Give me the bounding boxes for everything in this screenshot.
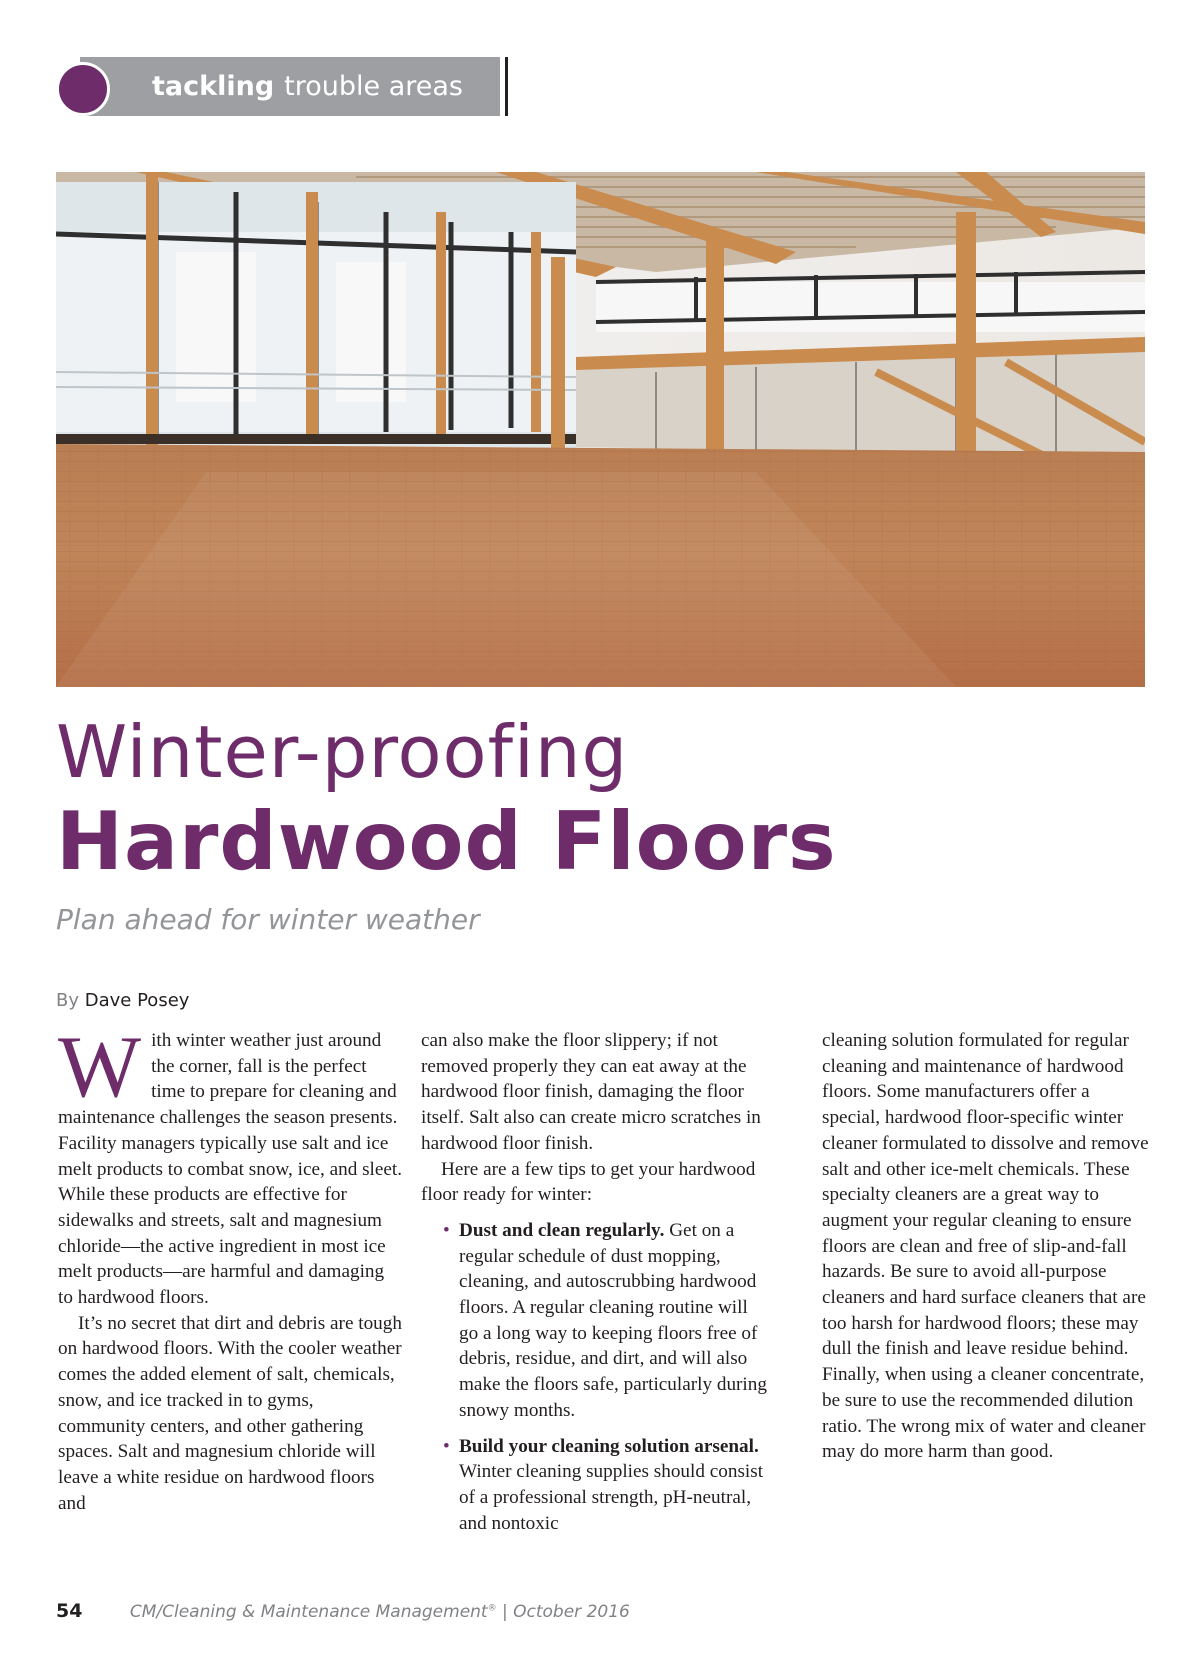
article-subtitle: Plan ahead for winter weather <box>56 903 480 936</box>
bullet-icon: • <box>443 1219 450 1241</box>
tip-heading: Dust and clean regularly. <box>459 1219 665 1241</box>
section-tab-rest: trouble areas <box>284 71 463 102</box>
paragraph: It’s no secret that dirt and debris are tough on hardwood floors. With the cooler weather comes the added element of salt, chemicals, snow, and ice tracked in to gyms, community centers, and other gathering spaces. Salt and magnesium chloride will leave a white residue on hardwood floors and <box>58 1312 402 1514</box>
issue-date: October 2016 <box>513 1602 630 1622</box>
article-title-line2: Hardwood Floors <box>56 795 837 888</box>
bullet-icon: • <box>443 1435 450 1457</box>
footer-separator: | <box>502 1602 508 1622</box>
paragraph: cleaning solution formulated for regular cleaning and maintenance of hardwood floors. Some manufacturers offer a special, hardwood floor-specific winter cleaner formulated to dissolve and remove salt and other ice-melt chemicals. These specialty cleaners are a great way to augment your regular cleaning to ensure floors are clean and free of slip-and-fall hazards. Be sure to avoid all-purpose cleaners and hard surface cleaners that are too harsh for hardwood floors; these may dull the finish and leave residue behind. Finally, when using a cleaner concentrate, be sure to use the recommended dilution ratio. The wrong mix of water and cleaner may do more harm than good. <box>822 1030 1149 1463</box>
page-footer <box>56 1600 630 1622</box>
tip-heading: Build your cleaning solution arsenal. <box>459 1435 759 1457</box>
tips-list <box>421 1218 771 1536</box>
section-tab-circle <box>56 62 110 116</box>
byline-author: Dave Posey <box>84 990 190 1011</box>
section-tab-bar <box>80 57 500 116</box>
tip-text: Winter cleaning supplies should consist of a professional strength, pH-neutral, and nontoxic <box>459 1461 764 1534</box>
page-number: 54 <box>56 1600 83 1622</box>
section-tab-bold: tackling <box>152 71 275 102</box>
article-column-2 <box>421 1028 771 1546</box>
paragraph: Here are a few tips to get your hardwood floor ready for winter: <box>421 1158 756 1206</box>
article-column-1 <box>58 1019 403 1516</box>
paragraph: can also make the floor slippery; if not removed properly they can eat away at the hardwood floor finish, damaging the floor itself. Salt also can create micro scratches in hardwood floor finish. <box>421 1030 761 1154</box>
section-divider <box>505 57 508 116</box>
section-tab <box>56 57 506 116</box>
list-item <box>421 1434 771 1537</box>
drop-cap: W <box>58 1019 142 1116</box>
article-column-3 <box>822 1028 1152 1465</box>
publication-name: CM/Cleaning & Maintenance Management <box>129 1602 488 1622</box>
list-item <box>421 1218 771 1424</box>
tip-text: Get on a regular schedule of dust mopping, cleaning, and autoscrubbing hardwood floors. A regular cleaning routine will go a long way to keeping floors free of debris, residue, and dirt, and will also make the floors safe, particularly during snowy months. <box>459 1219 767 1421</box>
hardwood-floor-room-photo <box>56 172 1145 687</box>
byline <box>56 990 189 1011</box>
article-title-line1: Winter-proofing <box>56 710 629 794</box>
paragraph <box>58 1019 403 1311</box>
registered-mark: ® <box>487 1603 497 1614</box>
byline-by: By <box>56 990 80 1011</box>
paragraph-text: ith winter weather just around the corner, fall is the perfect time to prepare for cleaning and maintenance challenges the season presents. Facility managers typically use salt and ice melt products to combat snow, ice, and sleet. While these products are effective for sidewalks and streets, salt and magnesium chloride—the active ingredient in most ice melt products—are harmful and damaging to hardwood floors. <box>58 1030 403 1309</box>
